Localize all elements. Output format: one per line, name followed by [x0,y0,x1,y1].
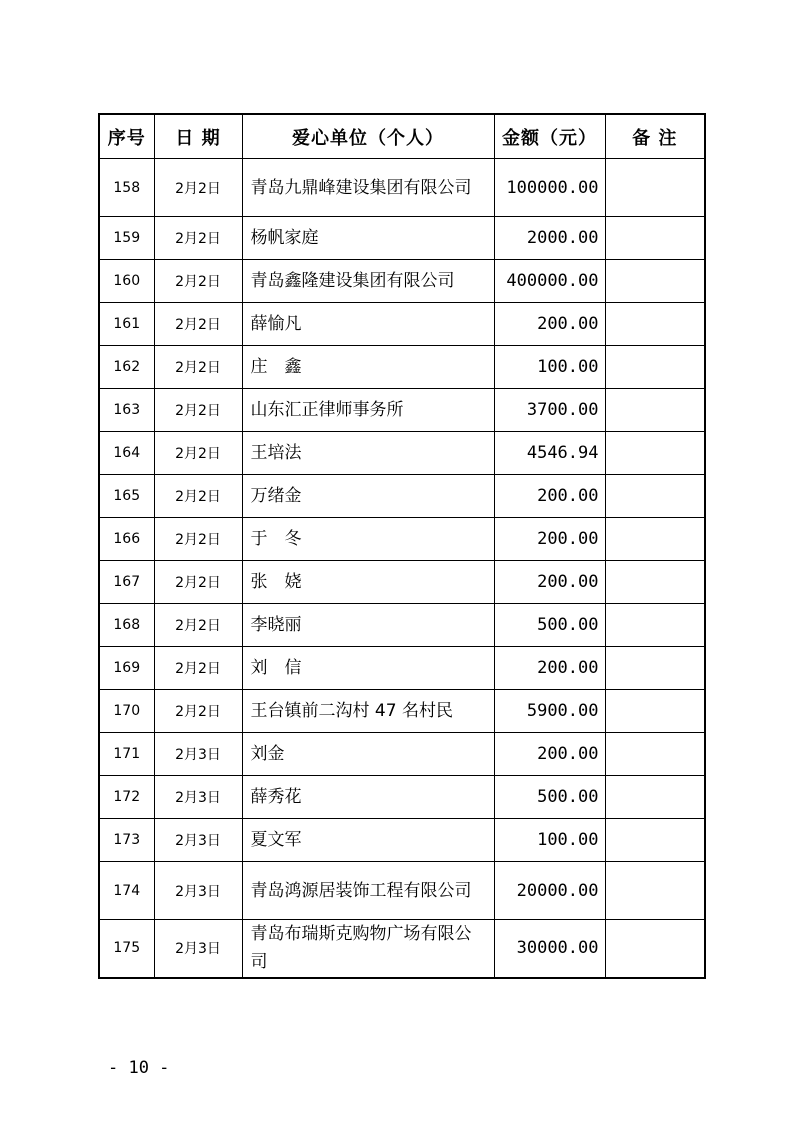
row-date: 2月2日 [154,604,242,647]
row-amount: 100000.00 [494,159,605,217]
row-no: 174 [99,862,154,920]
row-no: 159 [99,217,154,260]
table-row [99,159,705,217]
row-date: 2月3日 [154,920,242,978]
row-amount: 200.00 [494,518,605,561]
row-donor: 万绪金 [242,475,494,518]
row-donor: 刘金 [242,733,494,776]
row-date: 2月2日 [154,217,242,260]
table-row [99,819,705,862]
row-no: 164 [99,432,154,475]
row-remark [605,561,705,604]
row-remark [605,733,705,776]
row-remark [605,819,705,862]
row-no: 163 [99,389,154,432]
table-row [99,303,705,346]
row-date: 2月3日 [154,862,242,920]
donation-table [98,113,706,979]
row-date: 2月3日 [154,733,242,776]
row-remark [605,260,705,303]
row-no: 161 [99,303,154,346]
table-row [99,475,705,518]
row-no: 171 [99,733,154,776]
row-no: 162 [99,346,154,389]
row-amount: 200.00 [494,647,605,690]
table-row [99,604,705,647]
table-row [99,733,705,776]
row-amount: 500.00 [494,604,605,647]
row-amount: 400000.00 [494,260,605,303]
row-date: 2月2日 [154,561,242,604]
table-row [99,432,705,475]
row-donor: 青岛鸿源居装饰工程有限公司 [242,862,494,920]
header-donor: 爱心单位（个人） [242,114,494,159]
row-donor: 刘 信 [242,647,494,690]
row-amount: 200.00 [494,303,605,346]
row-date: 2月2日 [154,475,242,518]
row-donor: 李晓丽 [242,604,494,647]
table-row [99,561,705,604]
row-donor: 庄 鑫 [242,346,494,389]
row-no: 160 [99,260,154,303]
row-amount: 20000.00 [494,862,605,920]
row-remark [605,303,705,346]
row-no: 169 [99,647,154,690]
header-amount: 金额（元） [494,114,605,159]
row-remark [605,690,705,733]
row-amount: 200.00 [494,475,605,518]
table-row [99,862,705,920]
row-date: 2月2日 [154,389,242,432]
row-no: 158 [99,159,154,217]
table-row [99,260,705,303]
table-row [99,920,705,978]
row-no: 167 [99,561,154,604]
row-no: 175 [99,920,154,978]
row-no: 173 [99,819,154,862]
header-date: 日 期 [154,114,242,159]
row-remark [605,432,705,475]
table-row [99,518,705,561]
row-donor: 夏文军 [242,819,494,862]
row-donor: 青岛鑫隆建设集团有限公司 [242,260,494,303]
row-donor: 张 娆 [242,561,494,604]
row-donor: 王培法 [242,432,494,475]
row-amount: 30000.00 [494,920,605,978]
row-donor: 王台镇前二沟村 47 名村民 [242,690,494,733]
row-amount: 500.00 [494,776,605,819]
row-remark [605,920,705,978]
row-donor: 薛秀花 [242,776,494,819]
row-no: 168 [99,604,154,647]
row-remark [605,159,705,217]
row-date: 2月2日 [154,303,242,346]
row-date: 2月2日 [154,159,242,217]
row-amount: 5900.00 [494,690,605,733]
row-amount: 100.00 [494,346,605,389]
row-remark [605,862,705,920]
row-date: 2月2日 [154,260,242,303]
row-remark [605,346,705,389]
row-donor: 薛愉凡 [242,303,494,346]
row-remark [605,604,705,647]
row-amount: 3700.00 [494,389,605,432]
table-row [99,647,705,690]
table-row [99,389,705,432]
row-amount: 4546.94 [494,432,605,475]
row-donor: 青岛九鼎峰建设集团有限公司 [242,159,494,217]
row-donor: 于 冬 [242,518,494,561]
row-remark [605,518,705,561]
table-row [99,346,705,389]
row-remark [605,475,705,518]
row-remark [605,389,705,432]
row-date: 2月2日 [154,346,242,389]
header-no: 序号 [99,114,154,159]
table-header-row [99,114,705,159]
row-amount: 200.00 [494,733,605,776]
table-row [99,690,705,733]
row-donor: 青岛布瑞斯克购物广场有限公司 [242,920,494,978]
row-no: 172 [99,776,154,819]
row-date: 2月2日 [154,432,242,475]
row-donor: 山东汇正律师事务所 [242,389,494,432]
header-remark: 备 注 [605,114,705,159]
row-amount: 100.00 [494,819,605,862]
page-number: - 10 - [108,1058,170,1078]
row-date: 2月2日 [154,690,242,733]
row-remark [605,217,705,260]
row-date: 2月3日 [154,776,242,819]
row-remark [605,776,705,819]
table-row [99,776,705,819]
row-amount: 2000.00 [494,217,605,260]
row-amount: 200.00 [494,561,605,604]
row-date: 2月3日 [154,819,242,862]
table-row [99,217,705,260]
row-no: 165 [99,475,154,518]
row-date: 2月2日 [154,518,242,561]
row-date: 2月2日 [154,647,242,690]
row-donor: 杨帆家庭 [242,217,494,260]
row-remark [605,647,705,690]
row-no: 166 [99,518,154,561]
row-no: 170 [99,690,154,733]
